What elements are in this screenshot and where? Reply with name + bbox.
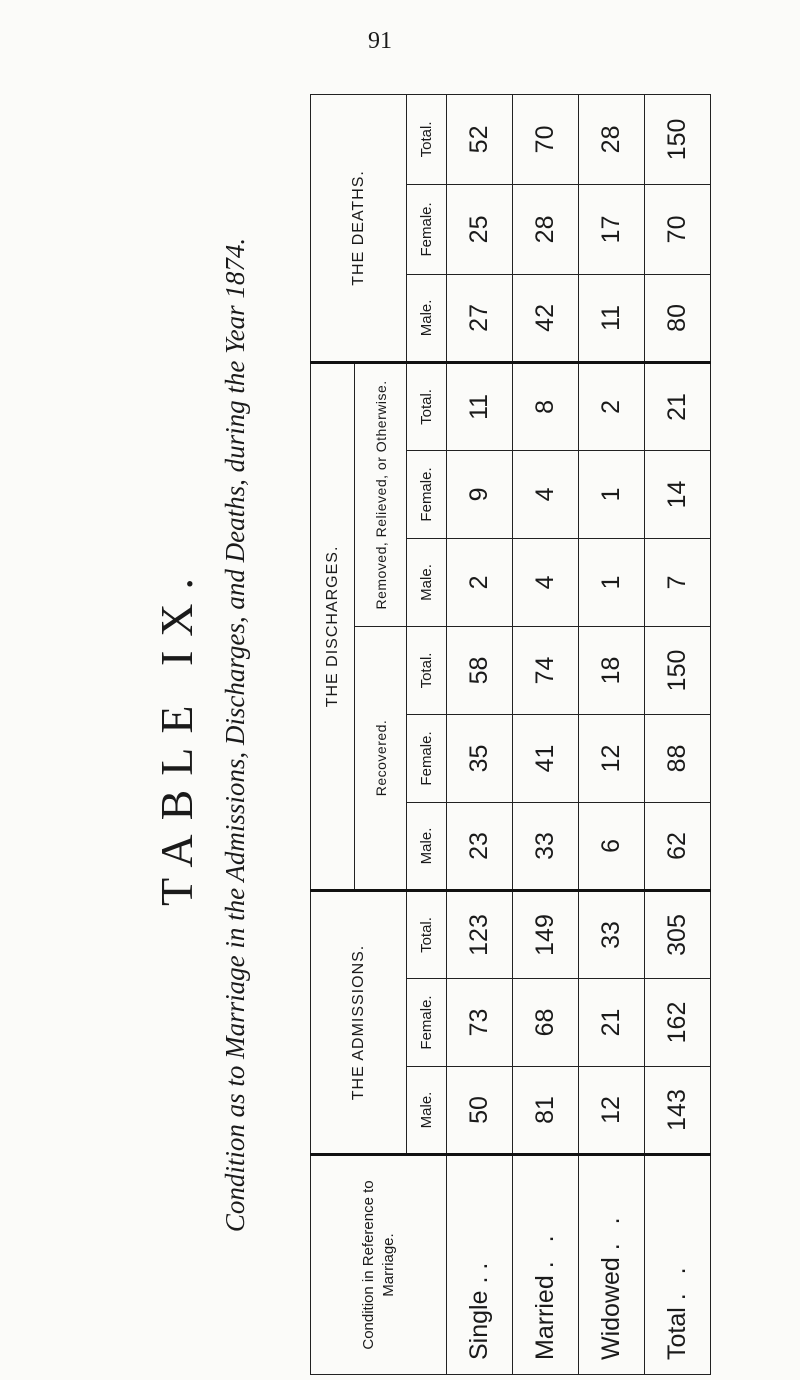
- value-cell: 17: [579, 184, 645, 274]
- value-cell: 28: [579, 94, 645, 184]
- value-cell: 2: [579, 362, 645, 450]
- value-cell: 143: [645, 1067, 711, 1155]
- value-cell: 21: [579, 979, 645, 1067]
- dth-female-header: Female.: [407, 184, 447, 274]
- value-cell: 41: [513, 714, 579, 802]
- marriage-condition-table: [310, 94, 711, 1375]
- rem-male-header: Male.: [407, 538, 447, 626]
- table-title: TABLE IX.: [151, 563, 202, 907]
- value-cell: 21: [645, 362, 711, 450]
- value-cell: 18: [579, 626, 645, 714]
- table-row: [447, 94, 513, 1374]
- value-cell: 33: [513, 802, 579, 890]
- adm-female-header: Female.: [407, 979, 447, 1067]
- value-cell: 88: [645, 714, 711, 802]
- value-cell: 7: [645, 538, 711, 626]
- deaths-header: THE DEATHS.: [311, 94, 407, 362]
- adm-male-header: Male.: [407, 1067, 447, 1155]
- row-label: Widowed . .: [579, 1155, 645, 1375]
- value-cell: 73: [447, 979, 513, 1067]
- value-cell: 1: [579, 538, 645, 626]
- table-row: [513, 94, 579, 1374]
- value-cell: 149: [513, 890, 579, 978]
- page-number: 91: [368, 28, 392, 54]
- value-cell: 6: [579, 802, 645, 890]
- value-cell: 25: [447, 184, 513, 274]
- value-cell: 150: [645, 626, 711, 714]
- condition-header: Condition in Reference to Marriage.: [311, 1155, 447, 1375]
- dth-male-header: Male.: [407, 274, 447, 362]
- value-cell: 11: [579, 274, 645, 362]
- row-label: Single . .: [447, 1155, 513, 1375]
- value-cell: 52: [447, 94, 513, 184]
- value-cell: 74: [513, 626, 579, 714]
- rec-male-header: Male.: [407, 802, 447, 890]
- recovered-header: Recovered.: [355, 626, 407, 890]
- value-cell: 80: [645, 274, 711, 362]
- value-cell: 33: [579, 890, 645, 978]
- value-cell: 162: [645, 979, 711, 1067]
- value-cell: 305: [645, 890, 711, 978]
- value-cell: 8: [513, 362, 579, 450]
- rotated-table-stage: [150, 95, 800, 1360]
- value-cell: 58: [447, 626, 513, 714]
- rem-total-header: Total.: [407, 362, 447, 450]
- value-cell: 14: [645, 450, 711, 538]
- value-cell: 23: [447, 802, 513, 890]
- rec-total-header: Total.: [407, 626, 447, 714]
- removed-header: Removed, Relieved, or Otherwise.: [355, 362, 407, 626]
- value-cell: 35: [447, 714, 513, 802]
- rem-female-header: Female.: [407, 450, 447, 538]
- row-label: Total . .: [645, 1155, 711, 1375]
- value-cell: 4: [513, 538, 579, 626]
- value-cell: 50: [447, 1067, 513, 1155]
- value-cell: 123: [447, 890, 513, 978]
- value-cell: 12: [579, 1067, 645, 1155]
- value-cell: 150: [645, 94, 711, 184]
- dth-total-header: Total.: [407, 94, 447, 184]
- title-block: [150, 95, 305, 1375]
- table-row: [579, 94, 645, 1374]
- table-subtitle: Condition as to Marriage in the Admissions, Discharges, and Deaths, during the Year 1874.: [220, 237, 250, 1233]
- rec-female-header: Female.: [407, 714, 447, 802]
- value-cell: 62: [645, 802, 711, 890]
- value-cell: 12: [579, 714, 645, 802]
- discharges-header: THE DISCHARGES.: [311, 362, 355, 890]
- value-cell: 68: [513, 979, 579, 1067]
- value-cell: 2: [447, 538, 513, 626]
- value-cell: 4: [513, 450, 579, 538]
- row-label: Married . .: [513, 1155, 579, 1375]
- value-cell: 70: [645, 184, 711, 274]
- value-cell: 9: [447, 450, 513, 538]
- table-row: [645, 94, 711, 1374]
- admissions-header: THE ADMISSIONS.: [311, 890, 407, 1154]
- adm-total-header: Total.: [407, 890, 447, 978]
- value-cell: 1: [579, 450, 645, 538]
- value-cell: 70: [513, 94, 579, 184]
- rotated-table: [150, 95, 710, 1375]
- value-cell: 81: [513, 1067, 579, 1155]
- value-cell: 11: [447, 362, 513, 450]
- value-cell: 27: [447, 274, 513, 362]
- value-cell: 42: [513, 274, 579, 362]
- value-cell: 28: [513, 184, 579, 274]
